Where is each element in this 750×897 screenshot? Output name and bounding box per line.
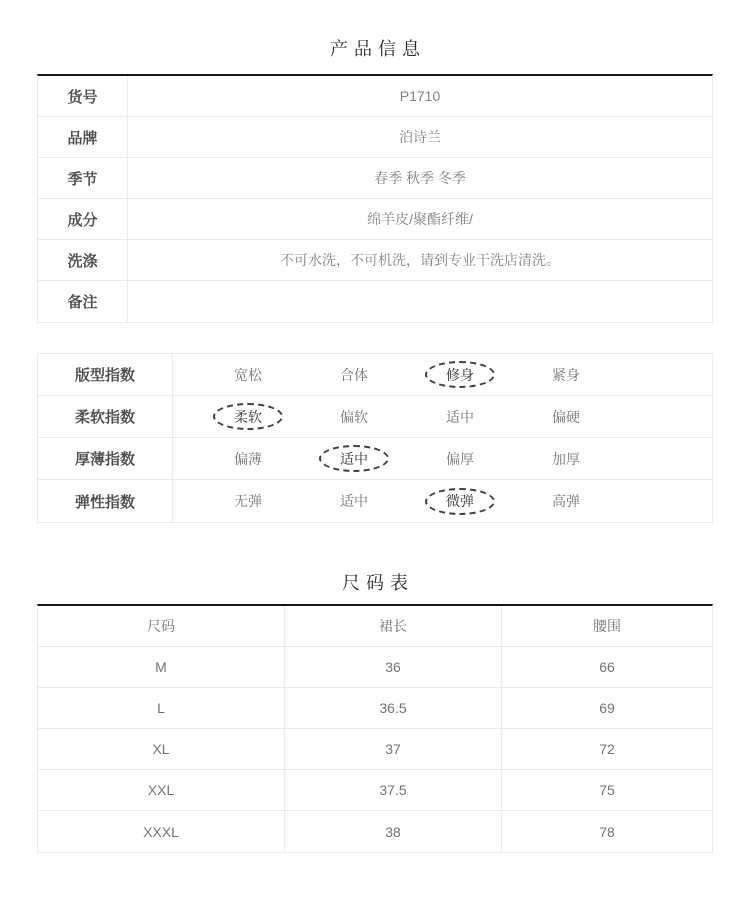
info-label-brand: 品牌 (38, 117, 128, 157)
size-cell: M (38, 647, 285, 687)
size-table-header-row (38, 606, 712, 647)
size-cell: 37.5 (285, 770, 502, 810)
size-cell: 72 (599, 741, 615, 757)
size-column-header-waist: 腰围 (593, 618, 621, 634)
product-info-title: 产品信息 (330, 39, 426, 59)
table-row (38, 647, 712, 688)
index-option: 偏软 (340, 408, 368, 425)
index-option-selected: 微弹 (425, 488, 495, 515)
info-label-composition: 成分 (38, 199, 128, 239)
index-option: 适中 (446, 408, 474, 425)
index-option: 宽松 (234, 366, 262, 383)
size-cell: 69 (599, 700, 615, 716)
size-cell: XL (38, 729, 285, 769)
size-cell: 36.5 (285, 688, 502, 728)
size-cell: 37 (285, 729, 502, 769)
info-label-item-number: 货号 (38, 76, 128, 116)
product-info-table (37, 74, 713, 323)
index-option: 适中 (340, 493, 368, 509)
table-row (38, 76, 712, 117)
table-row (38, 438, 712, 480)
table-row (38, 240, 712, 281)
info-label-remarks: 备注 (38, 281, 128, 322)
table-row (38, 158, 712, 199)
table-row (38, 396, 712, 438)
index-option: 高弹 (552, 493, 580, 509)
index-options (173, 438, 712, 479)
size-cell: 75 (599, 782, 615, 798)
index-options (173, 396, 712, 437)
index-option: 加厚 (552, 450, 580, 467)
index-option-selected: 修身 (425, 361, 495, 388)
table-row (38, 281, 712, 322)
index-option: 紧身 (552, 366, 580, 383)
index-option-selected: 适中 (319, 445, 389, 472)
info-value-composition: 绵羊皮/聚酯纤维/ (367, 211, 473, 227)
table-row (38, 729, 712, 770)
product-detail-page (37, 0, 713, 853)
info-value-item-number: P1710 (399, 88, 441, 104)
index-option: 无弹 (234, 493, 262, 509)
size-cell: 36 (285, 647, 502, 687)
index-option-selected: 柔软 (213, 403, 283, 430)
size-table-title: 尺码表 (342, 573, 414, 593)
index-options (173, 354, 712, 395)
index-option: 偏薄 (234, 450, 262, 467)
table-row (38, 354, 712, 396)
fabric-index-table (37, 353, 713, 523)
info-label-season: 季节 (38, 158, 128, 198)
table-row (38, 117, 712, 158)
info-value-remarks (128, 281, 712, 322)
index-option: 偏硬 (552, 408, 580, 425)
size-cell: XXXL (38, 811, 285, 852)
index-label-softness: 柔软指数 (38, 396, 173, 437)
size-table (37, 604, 713, 853)
index-option: 合体 (340, 366, 368, 383)
size-cell: XXL (38, 770, 285, 810)
table-row (38, 480, 712, 522)
table-row (38, 688, 712, 729)
table-row (38, 811, 712, 852)
size-column-header-skirt-length: 裙长 (285, 606, 502, 646)
table-row (38, 199, 712, 240)
size-cell: 78 (599, 823, 615, 840)
index-label-fit: 版型指数 (38, 354, 173, 395)
info-value-washing: 不可水洗，不可机洗，请到专业干洗店清洗。 (280, 252, 560, 268)
size-cell: 38 (285, 811, 502, 852)
size-cell: L (38, 688, 285, 728)
info-value-brand: 泊诗兰 (399, 129, 441, 145)
index-label-thickness: 厚薄指数 (38, 438, 173, 479)
index-option: 偏厚 (446, 450, 474, 467)
size-cell: 66 (599, 659, 615, 675)
info-value-season: 春季 秋季 冬季 (374, 170, 466, 186)
size-column-header-size: 尺码 (38, 606, 285, 646)
info-label-washing: 洗涤 (38, 240, 128, 280)
index-label-elasticity: 弹性指数 (38, 480, 173, 522)
table-row (38, 770, 712, 811)
index-options (173, 480, 712, 522)
